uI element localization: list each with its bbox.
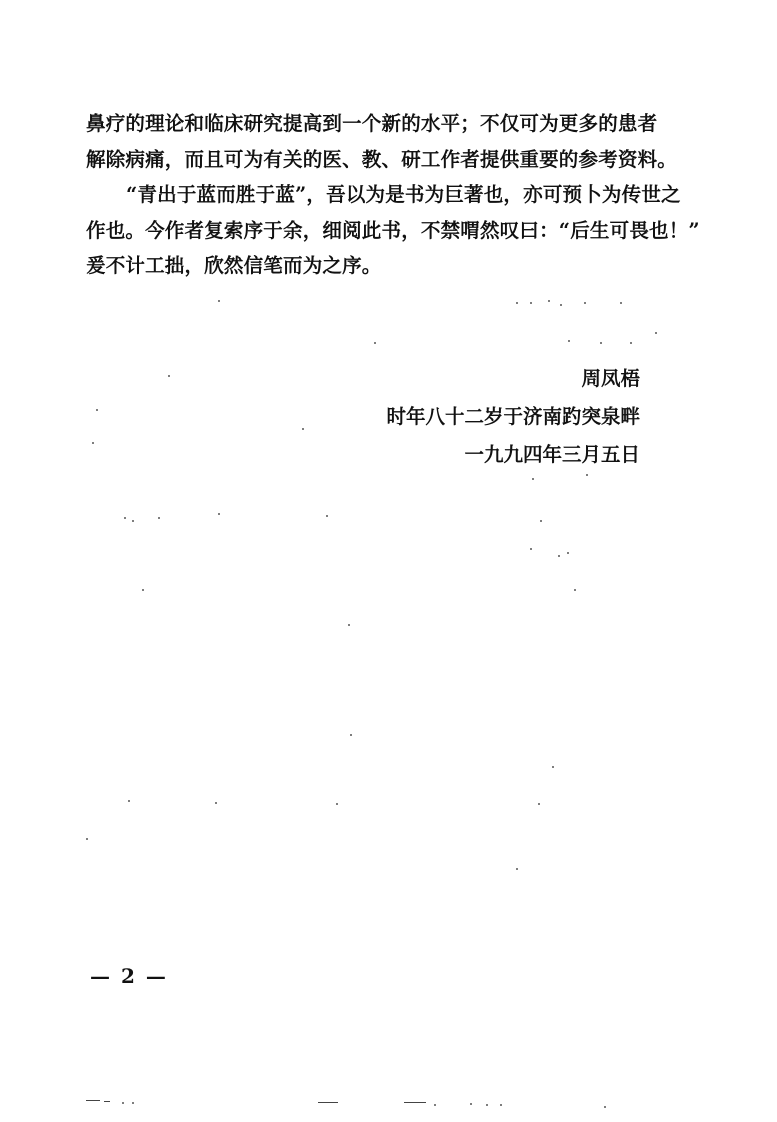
scan-speck xyxy=(655,332,657,334)
scan-speck xyxy=(374,342,376,344)
scan-speck xyxy=(532,478,534,480)
scan-speck xyxy=(350,734,352,736)
scan-speck xyxy=(142,589,144,591)
author-name: 周凤梧 xyxy=(581,367,640,390)
scan-speck xyxy=(548,300,550,302)
scan-speck xyxy=(86,838,88,840)
scan-dash xyxy=(318,1102,338,1103)
page-number: — 2 — xyxy=(90,964,168,988)
scan-speck xyxy=(168,375,170,377)
signature-block xyxy=(386,360,640,474)
scan-speck xyxy=(215,802,217,804)
scan-speck xyxy=(124,517,126,519)
scan-speck xyxy=(96,409,98,411)
scan-speck xyxy=(630,342,632,344)
scan-speck xyxy=(218,513,220,515)
scan-speck xyxy=(500,1104,502,1106)
scan-speck xyxy=(470,1103,472,1105)
text-line: 解除病痛，而且可为有关的医、教、研工作者提供重要的参考资料。 xyxy=(86,147,678,171)
scan-speck xyxy=(132,520,134,522)
text-line: “青出于蓝而胜于蓝”，吾以为是书为巨著也，亦可预卜为传世之 xyxy=(126,183,681,206)
scan-speck xyxy=(530,302,532,304)
scan-speck xyxy=(568,340,570,342)
scan-speck xyxy=(516,868,518,870)
scan-speck xyxy=(530,548,532,550)
scan-speck xyxy=(128,800,130,802)
scan-speck xyxy=(538,803,540,805)
paragraph-2 xyxy=(86,177,700,284)
scan-speck xyxy=(600,342,602,344)
text-line: 爰不计工拙，欣然信笔而为之序。 xyxy=(86,254,382,277)
preface-body xyxy=(86,106,700,284)
scan-speck xyxy=(132,1102,134,1104)
scan-speck xyxy=(158,517,160,519)
signature-date: 一九九四年三月五日 xyxy=(464,443,640,466)
scan-speck xyxy=(326,515,328,517)
scan-speck xyxy=(336,803,338,805)
paragraph-1 xyxy=(86,106,686,177)
scan-speck xyxy=(552,766,554,768)
scan-dash xyxy=(104,1101,110,1102)
scan-speck xyxy=(434,1104,436,1106)
scan-speck xyxy=(586,474,588,476)
scan-speck xyxy=(560,304,562,306)
signature-place: 时年八十二岁于济南趵突泉畔 xyxy=(386,405,640,428)
scan-speck xyxy=(122,1102,124,1104)
scan-speck xyxy=(620,302,622,304)
scan-speck xyxy=(604,1106,606,1108)
scan-speck xyxy=(516,302,518,304)
scan-dash xyxy=(86,1100,100,1101)
scan-speck xyxy=(540,520,542,522)
scan-speck xyxy=(574,589,576,591)
text-line: 鼻疗的理论和临床研究提高到一个新的水平；不仅可为更多的患者 xyxy=(86,112,658,135)
scan-speck xyxy=(486,1104,488,1106)
scan-speck xyxy=(218,300,220,302)
scan-speck xyxy=(567,552,569,554)
scan-dash xyxy=(404,1102,426,1103)
scan-speck xyxy=(302,428,304,430)
text-line: 作也。今作者复索序于余，细阅此书，不禁喟然叹曰：“后生可畏也！” xyxy=(86,218,700,242)
scan-speck xyxy=(348,624,350,626)
scan-speck xyxy=(584,302,586,304)
scan-speck xyxy=(92,442,94,444)
scan-speck xyxy=(558,555,560,557)
